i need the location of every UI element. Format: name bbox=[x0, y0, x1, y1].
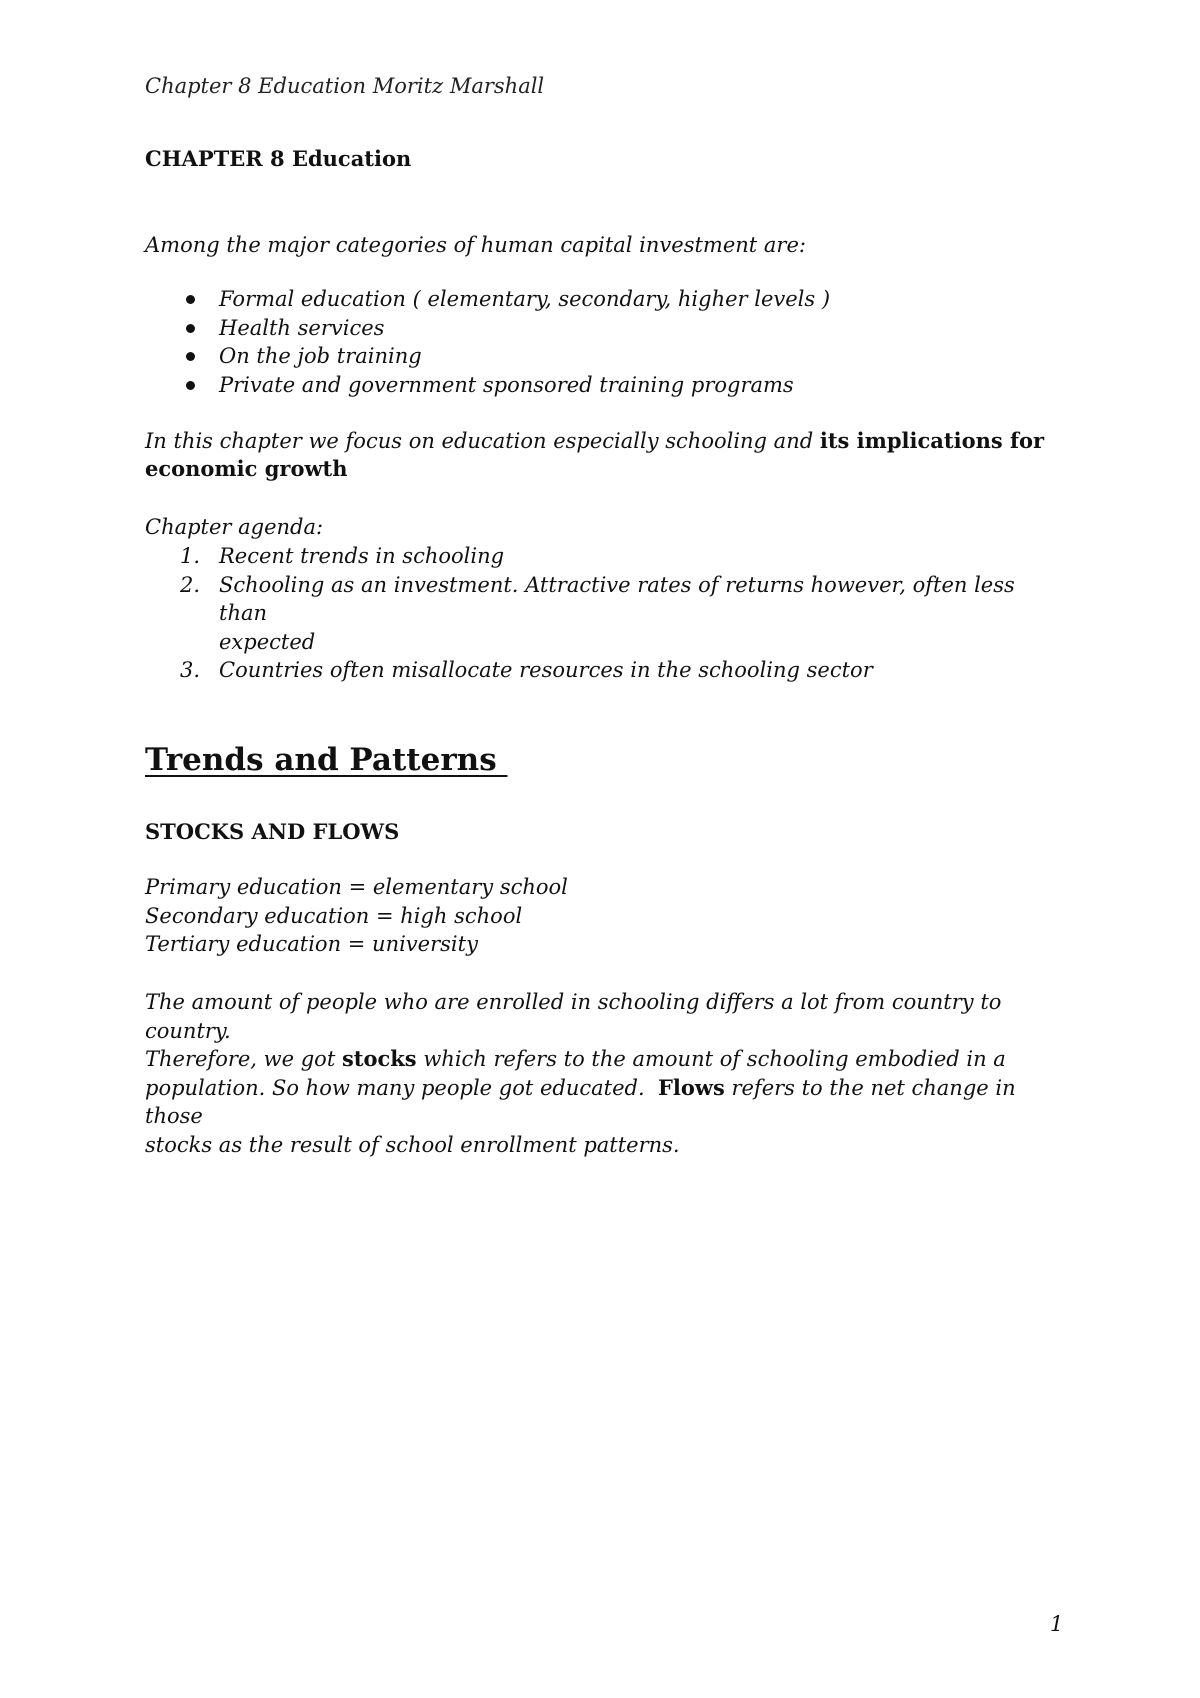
definition-line: Primary education = elementary school bbox=[145, 875, 568, 899]
paragraph-text: population. So how many people got educated. bbox=[145, 1075, 658, 1100]
agenda-text: Countries often misallocate resources in the schooling sector bbox=[219, 658, 873, 682]
definitions bbox=[145, 873, 1045, 959]
flows-term: Flows bbox=[657, 1074, 725, 1100]
paragraph-line: The amount of people who are enrolled in schooling differs a lot from country to country. bbox=[145, 990, 1002, 1043]
list-item bbox=[145, 314, 1045, 343]
list-item bbox=[145, 371, 1045, 400]
focus-bold-text-2: economic growth bbox=[145, 456, 348, 481]
agenda-list bbox=[145, 542, 1045, 685]
page-number: 1 bbox=[1050, 1612, 1064, 1636]
stocks-term: stocks bbox=[341, 1046, 417, 1071]
bullet-icon bbox=[186, 295, 195, 304]
bullet-icon bbox=[186, 352, 195, 361]
agenda-text: Recent trends in schooling bbox=[219, 544, 505, 568]
paragraph-line bbox=[145, 1074, 1045, 1131]
paragraph-line: stocks as the result of school enrollment patterns. bbox=[145, 1132, 680, 1157]
agenda-item bbox=[145, 571, 1045, 657]
list-item-text: Formal education ( elementary, secondary, higher levels ) bbox=[219, 287, 831, 311]
list-item bbox=[145, 285, 1045, 314]
list-item-text: Health services bbox=[219, 315, 385, 340]
paragraph-line bbox=[145, 1045, 1045, 1074]
paragraph-text: refers to the net change in those bbox=[145, 1075, 1016, 1128]
agenda-text-continued: expected bbox=[219, 629, 316, 654]
section-subheading: STOCKS AND FLOWS bbox=[145, 819, 400, 844]
agenda-item bbox=[145, 542, 1045, 571]
running-header: Chapter 8 Education Moritz Marshall bbox=[145, 74, 545, 98]
category-list bbox=[145, 285, 1045, 399]
definition-line: Tertiary education = university bbox=[145, 932, 478, 956]
agenda-number: 1. bbox=[180, 544, 201, 568]
list-item-text: Private and government sponsored training programs bbox=[219, 372, 794, 397]
bullet-icon bbox=[186, 381, 195, 390]
agenda-number: 3. bbox=[180, 658, 201, 682]
focus-bold-text: its implications for bbox=[819, 428, 1045, 453]
definition-line: Secondary education = high school bbox=[145, 903, 523, 928]
intro-text: Among the major categories of human capital investment are: bbox=[145, 233, 806, 257]
paragraph-text: which refers to the amount of schooling embodied in a bbox=[416, 1047, 1006, 1071]
section-title: Trends and Patterns bbox=[145, 742, 508, 778]
chapter-heading: CHAPTER 8 Education bbox=[145, 146, 412, 171]
focus-italic-text: In this chapter we focus on education especially schooling and bbox=[145, 429, 820, 453]
agenda-number: 2. bbox=[180, 572, 201, 597]
bullet-icon bbox=[186, 324, 195, 333]
list-item-text: On the job training bbox=[219, 344, 422, 368]
paragraph-text: Therefore, we got bbox=[145, 1047, 342, 1071]
agenda-item bbox=[145, 656, 1045, 685]
focus-paragraph bbox=[145, 427, 1045, 483]
stocks-flows-paragraph bbox=[145, 988, 1045, 1159]
list-item bbox=[145, 342, 1045, 371]
agenda-text: Schooling as an investment. Attractive rates of returns however, often less than bbox=[219, 572, 1015, 625]
agenda-label: Chapter agenda: bbox=[145, 515, 324, 539]
